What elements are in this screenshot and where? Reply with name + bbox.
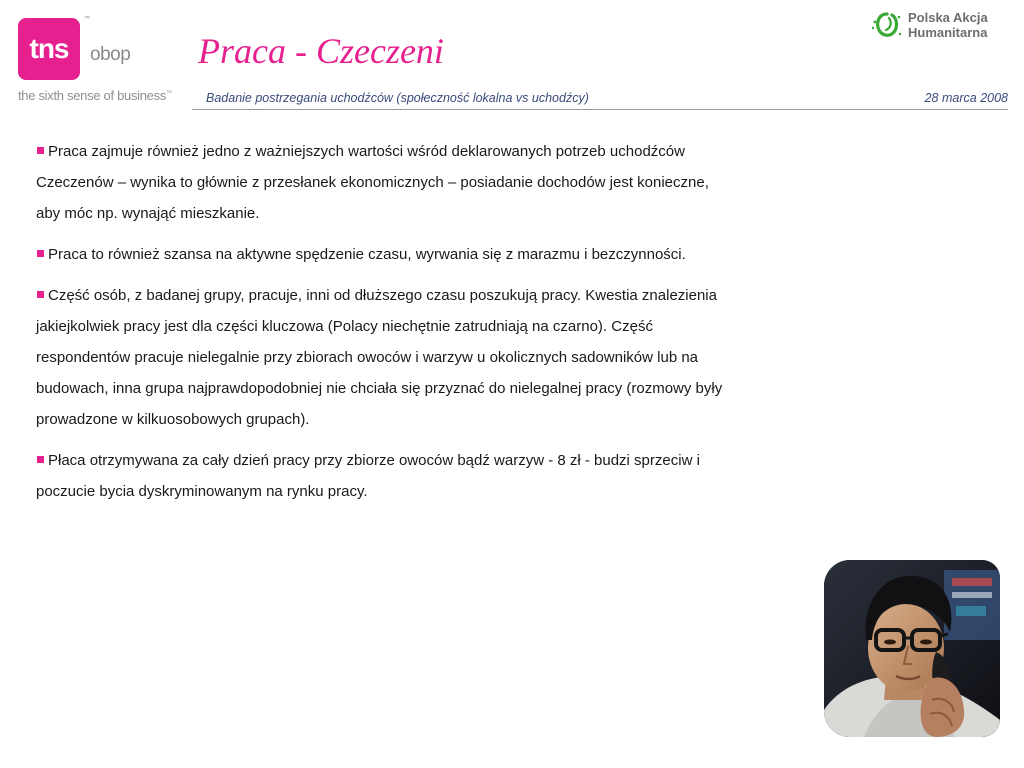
bullet-square-icon [37,250,44,257]
paragraph-line: Praca zajmuje również jedno z ważniejszych wartości wśród deklarowanych potrzeb uchodźców [48,143,685,160]
tns-tagline-tm: ™ [166,90,172,97]
slide-content [36,136,826,517]
tns-obop-wordmark: obop [90,44,131,65]
bullet-paragraph [36,239,826,270]
tns-trademark: ™ [84,16,90,22]
study-subtitle: Badanie postrzegania uchodźców (społeczność lokalna vs uchodźcy) [206,91,589,105]
person-on-phone-illustration [824,560,1000,737]
bullet-square-icon [37,456,44,463]
tns-tagline [18,88,172,103]
bullet-paragraph [36,445,826,507]
pah-logo [870,8,1010,44]
bullet-square-icon [37,291,44,298]
tns-logo: tns [18,18,80,80]
pah-wordmark-line2: Humanitarna [908,25,988,40]
report-date: 28 marca 2008 [924,91,1008,105]
paragraph-line: Czeczenów – wynika to głównie z przesłanek ekonomicznych – posiadanie dochodów jest konieczne, [36,174,709,191]
bullet-paragraph [36,280,826,435]
paragraph-line: Praca to również szansa na aktywne spędzenie czasu, wyrwania się z marazmu i bezczynności. [48,246,686,263]
paragraph-line: respondentów pracuje nielegalnie przy zbiorach owoców i warzyw u okolicznych sadowników lub na [36,349,699,366]
paragraph-line: poczucie bycia dyskryminowanym na rynku pracy. [36,483,368,500]
pah-logo-mark-icon [870,8,904,42]
paragraph-line: budowach, inna grupa najprawdopodobniej nie chciała się przyznać do nielegalnej pracy (rozmowy były [36,380,723,397]
pah-wordmark-line1: Polska Akcja [908,10,988,25]
paragraph-line: aby móc np. wynająć mieszkanie. [36,205,260,222]
paragraph-line: jakiejkolwiek pracy jest dla części kluczowa (Polacy niechętnie zatrudniają na czarno). Część [36,318,653,335]
person-on-phone-photo [824,560,1000,737]
paragraph-line: Część osób, z badanej grupy, pracuje, inni od dłuższego czasu poszukują pracy. Kwestia znalezienia [48,287,717,304]
slide-title: Praca - Czeczeni [198,31,444,71]
header-divider [192,109,1008,110]
pah-wordmark [908,10,988,40]
bullet-paragraph [36,136,826,229]
tns-tagline-text: the sixth sense of business [18,88,166,103]
bullet-square-icon [37,147,44,154]
paragraph-line: prowadzone w kilkuosobowych grupach). [36,411,310,428]
paragraph-line: Płaca otrzymywana za cały dzień pracy przy zbiorze owoców bądź warzyw - 8 zł - budzi sprzeciw i [48,452,700,469]
